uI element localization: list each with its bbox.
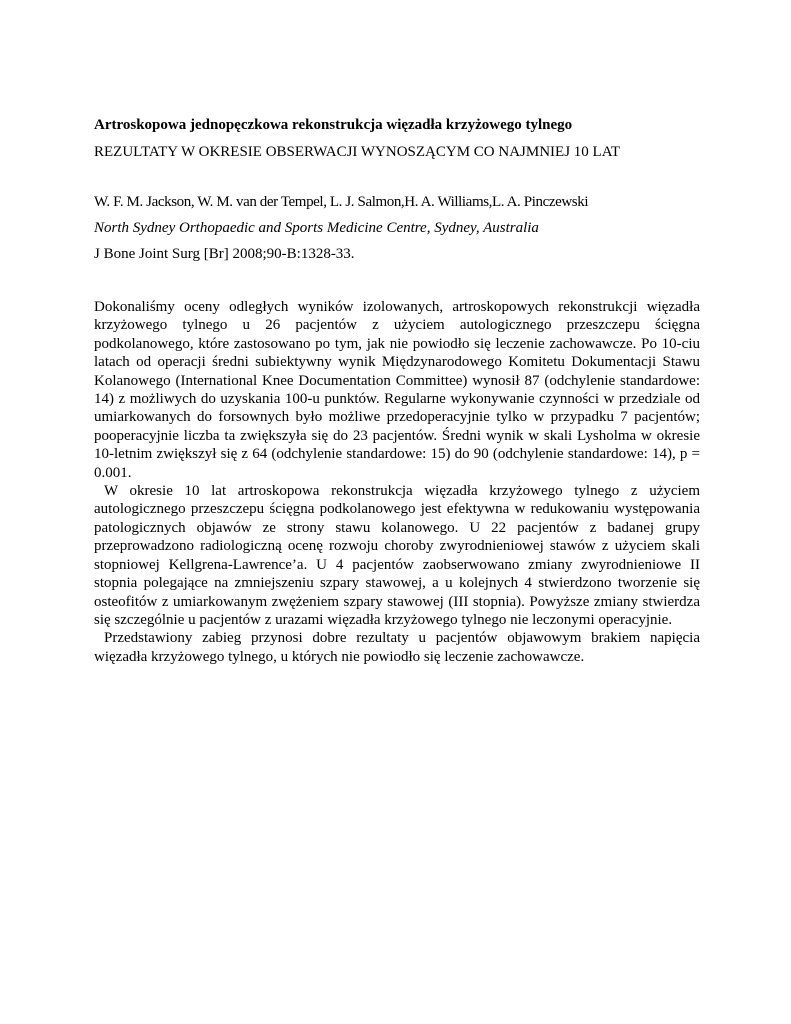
abstract-paragraph-2: W okresie 10 lat artroskopowa rekonstrukcja więzadła krzyżowego tylnego z użyciem autologicznego przeszczepu ścięgna podkolanowego jest efektywna w redukowaniu występowania patologicznych objawów ze strony stawu kolanowego. U 22 pacjentów z badanej grupy przeprowadzono radiologiczną ocenę rozwoju choroby zwyrodnieniowej stawów z użyciem skali stopniowej Kellgrena-Lawrence’a. U 4 pacjentów zaobserwowano zmiany zwyrodnieniowe II stopnia polegające na zmniejszeniu szpary stawowej, a u kolejnych 4 stwierdzono tworzenie się osteofitów z umiarkowanym zwężeniem szpary stawowej (III stopnia). Powyższe zmiany stwierdza się szczególnie u pacjentów z urazami więzadła krzyżowego tylnego nie leczonymi operacyjnie. xyxy=(94,483,700,628)
article-subtitle: REZULTATY W OKRESIE OBSERWACJI WYNOSZĄCYM CO NAJMNIEJ 10 LAT xyxy=(94,144,621,160)
abstract-paragraph-1: Dokonaliśmy oceny odległych wyników izolowanych, artroskopowych rekonstrukcji więzadła krzyżowego tylnego u 26 pacjentów z użyciem autologicznego przeszczepu ścięgna podkolanowego, które zastosowano po tym, jak nie powiodło się leczenie zachowawcze. Po 10-ciu latach od operacji średni subiektywny wynik Międzynarodowego Komitetu Dokumentacji Stawu Kolanowego (International Knee Documentation Committee) wynosił 87 (odchylenie standardowe: 14) z możliwych do uzyskania 100-u punktów. Regularne wykonywanie czynności w przedziale od umiarkowanych do forsownych było możliwe przedoperacyjnie tylko w przypadku 7 pacjentów; pooperacyjnie liczba ta zwiększyła się do 23 pacjentów. Średni wynik w skali Lysholma w okresie 10-letnim zwiększył się z 64 (odchylenie standardowe: 15) do 90 (odchylenie standardowe: 14), p = 0.001. xyxy=(94,299,700,481)
affiliation: North Sydney Orthopaedic and Sports Medicine Centre, Sydney, Australia xyxy=(94,220,539,236)
author-list: W. F. M. Jackson, W. M. van der Tempel, L. J. Salmon,H. A. Williams,L. A. Pinczewski xyxy=(94,194,589,210)
journal-citation: J Bone Joint Surg [Br] 2008;90-B:1328-33. xyxy=(94,246,355,262)
abstract-paragraph-3: Przedstawiony zabieg przynosi dobre rezultaty u pacjentów objawowym brakiem napięcia więzadła krzyżowego tylnego, u których nie powiodło się leczenie zachowawcze. xyxy=(94,630,700,665)
abstract-body xyxy=(94,298,700,666)
article-title: Artroskopowa jednopęczkowa rekonstrukcja więzadła krzyżowego tylnego xyxy=(94,117,573,133)
